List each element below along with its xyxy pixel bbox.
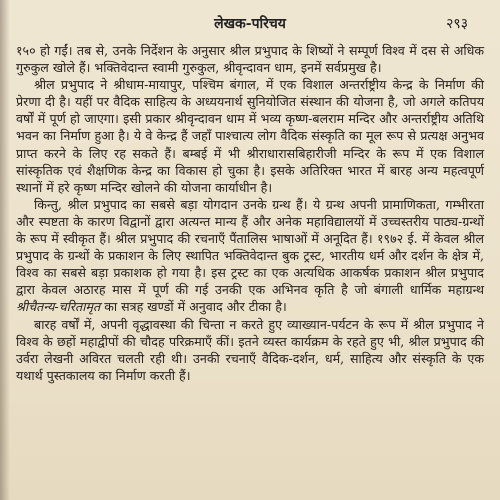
- running-head: लेखक-परिचय: [214, 16, 286, 32]
- paragraph-2: श्रील प्रभुपाद ने श्रीधाम-मायापुर, पश्चिम बंगाल, में एक विशाल अन्तर्राष्ट्रीय केन्द्र के निर्माण की प्रेरणा दी है। यहीं पर वैदिक साहित्य के अध्ययनार्थ सुनियोजित संस्थान की योजना है, जो अगले कतिपय वर्षों में पूर्ण हो जाएगा। इसी प्रकार श्रीवृन्दावन धाम में भव्य कृष्ण-बलराम मन्दिर और अन्तर्राष्ट्रीय अतिथि भवन का निर्माण हुआ है। ये वे केन्द्र हैं जहाँ पाश्चात्य लोग वैदिक संस्कृति का मूल रूप से प्रत्यक्ष अनुभव प्राप्त करने के लिए रह सकते हैं। बम्बई में भी श्रीराधारासबिहारीजी मन्दिर के रूप में एक विशाल सांस्कृतिक एवं शैक्षणिक केन्द्र का विकास हो चुका है। इसके अतिरिक्त भारत में बारह अन्य महत्वपूर्ण स्थानों में हरे कृष्ण मन्दिर खोलने की योजना कार्याधीन है।: [16, 77, 484, 195]
- page-number: २९३: [446, 16, 468, 32]
- body-text: [16, 42, 484, 384]
- book-title-emphasis: श्रीचैतन्य-चरितामृत: [16, 299, 101, 315]
- page-header: [16, 14, 484, 42]
- page-edge-shadow: [0, 0, 10, 500]
- paragraph-1: १५० हो गईं। तब से, उनके निर्देशन के अनुसार श्रील प्रभुपाद के शिष्यों ने सम्पूर्ण विश्व में दस से अधिक गुरुकुल खोले हैं। भक्तिवेदान्त स्वामी गुरुकुल, श्रीवृन्दावन धाम, इनमें सर्वप्रमुख है।: [16, 43, 484, 76]
- paragraph-3-text-after: का सत्रह खण्डों में अनुवाद और टीका है।: [104, 299, 287, 315]
- paragraph-3: [16, 196, 484, 316]
- paragraph-4: बारह वर्षों में, अपनी वृद्धावस्था की चिन्ता न करते हुए व्याख्यान-पर्यटन के रूप में श्रील प्रभुपाद ने विश्व के छहों महाद्वीपों की चौदह परिक्रमाएँ कीं। इतने व्यस्त कार्यक्रम के रहते हुए भी, श्रील प्रभुपाद की उर्वरा लेखनी अविरत चलती रही थी। उनकी रचनाएँ वैदिक-दर्शन, धर्म, साहित्य और संस्कृति के एक यथार्थ पुस्तकालय का निर्माण करती हैं।: [16, 316, 484, 383]
- paragraph-3-text: किन्तु, श्रील प्रभुपाद का सबसे बड़ा योगदान उनके ग्रन्थ हैं। ये ग्रन्थ अपनी प्रामाणिकता, गम्भीरता और स्पष्टता के कारण विद्वानों द्वारा अत्यन्त मान्य हैं और अनेक महाविद्यालयों में उच्चस्तरीय पाठ्य-ग्रन्थों के रूप में स्वीकृत हैं। श्रील प्रभुपाद की रचनाएँ पैंतालिस भाषाओं में अनूदित हैं। १९७२ ई. में केवल श्रील प्रभुपाद के ग्रन्थों के प्रकाशन के लिए स्थापित भक्तिवेदान्त बुक ट्रस्ट, भारतीय धर्म और दर्शन के क्षेत्र में, विश्व का सबसे बड़ा प्रकाशक हो गया है। इस ट्रस्ट का एक अत्यधिक आकर्षक प्रकाशन श्रील प्रभुपाद द्वारा केवल अठारह मास में पूर्ण की गई उनकी एक अभिनव कृति है जो बंगाली धार्मिक महाग्रन्थ: [16, 196, 484, 298]
